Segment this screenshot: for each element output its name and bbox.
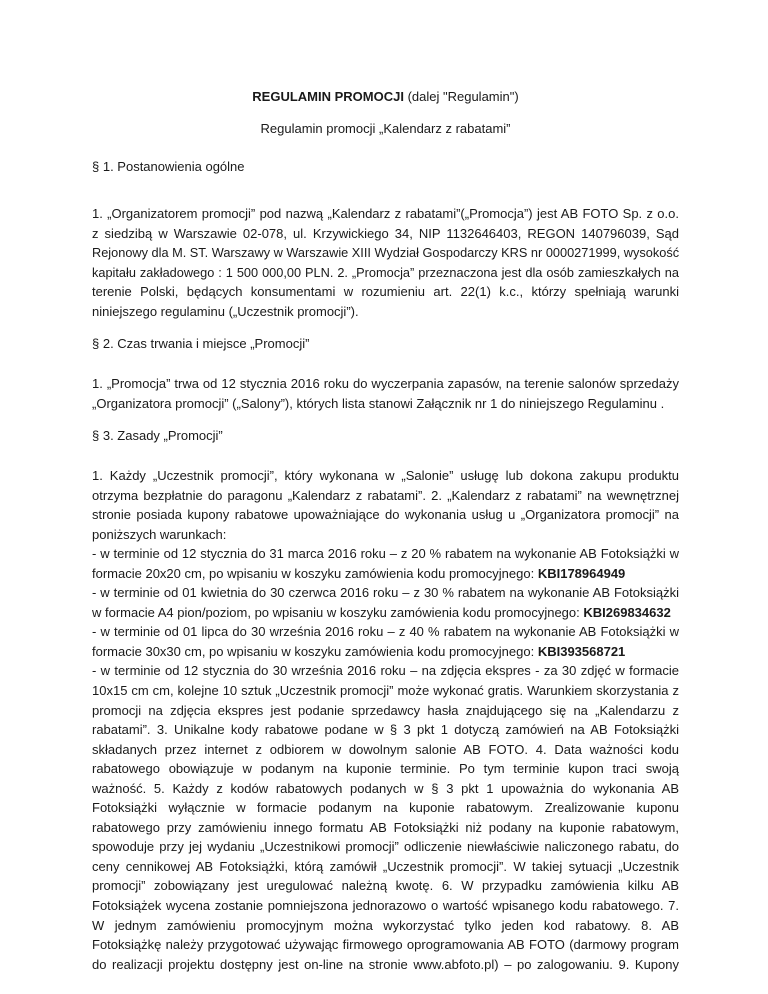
paragraph-line: stronie posiada kupony rabatowe upoważniające do wykonania usług u „Organizatora promocji” na xyxy=(92,507,679,523)
document-title xyxy=(92,87,679,107)
paragraph-line: 10x15 cm cm, kolejne 10 sztuk „Uczestnik promocji” może wykonać gratis. Warunkiem skorzystania z xyxy=(92,683,679,699)
promo-line xyxy=(92,642,679,662)
promo-text: w formacie A4 pion/poziom, po wpisaniu w koszyku zamówienia kodu promocyjnego: xyxy=(92,604,584,620)
paragraph-line: rabatami”. 3. Unikalne kody rabatowe podane w § 3 pkt 1 dotyczą zamówień na AB Fotoksiążki xyxy=(92,722,679,738)
promo-code: KBI393568721 xyxy=(537,643,626,659)
section-2-body xyxy=(92,374,679,413)
paragraph-line: do realizacji projektu dostępny jest on-line na stronie www.abfoto.pl) – po zalogowaniu. 9. Kupony xyxy=(92,956,679,972)
promo-code: KBI178964949 xyxy=(537,565,626,581)
paragraph-line: promocji” zobowiązany jest uregulować należną kwotę. 6. W przypadku zamówienia kilku AB xyxy=(92,878,679,894)
paragraph-line: z siedzibą w Warszawie 02-078, ul. Krzywickiego 34, NIP 1132646403, REGON 140796039, Sąd xyxy=(92,225,679,241)
section-3-heading: § 3. Zasady „Promocji” xyxy=(92,428,223,443)
promo-line xyxy=(92,564,679,584)
document-title-bold: REGULAMIN PROMOCJI xyxy=(252,89,404,104)
paragraph-line: rabatowego przy zamówieniu innego formatu AB Fotoksiążki niż podany na kuponie rabatowym, xyxy=(92,819,679,835)
paragraph-line: poniższych warunkach: xyxy=(92,526,227,542)
paragraph-line: rabatowego obowiązuje w podanym na kuponie terminie. Po tym terminie kupon traci swoją xyxy=(92,761,679,777)
paragraph-line: promocji na zdjęcia ekspres jest podanie sprzedawcy hasła znajdującego się na „Kalendarzu z xyxy=(92,702,679,718)
section-1-body xyxy=(92,204,679,321)
paragraph-line: - w terminie od 01 kwietnia do 30 czerwca 2016 roku – z 30 % rabatem na wykonanie AB Fotoksiążki xyxy=(92,585,679,601)
paragraph-line: Rejonowy dla M. ST. Warszawy w Warszawie XIII Wydział Gospodarczy KRS nr 0000271999, wysokość xyxy=(92,245,680,261)
paragraph-line: W jednym zamówieniu promocyjnym można wykorzystać tylko jeden kod rabatowy. 8. AB xyxy=(92,917,679,933)
paragraph-line: otrzyma bezpłatnie do paragonu „Kalendarz z rabatami”. 2. „Kalendarz z rabatami” na wewnętrznej xyxy=(92,487,679,503)
paragraph-line: niniejszego regulaminu („Uczestnik promocji”). xyxy=(92,303,359,319)
paragraph-line: 1. Każdy „Uczestnik promocji”, który wykonana w „Salonie” usługę lub dokona zakupu produktu xyxy=(92,468,679,483)
paragraph-line: składanych przez internet z odbiorem w dowolnym salonie AB FOTO. 4. Data ważności kodu xyxy=(92,741,679,757)
paragraph-line: 1. „Organizatorem promocji” pod nazwą „Kalendarz z rabatami”(„Promocja”) jest AB FOTO Sp. z o.o. xyxy=(92,206,679,221)
paragraph-line: terenie Polski, będących konsumentami w rozumieniu art. 22(1) k.c., którzy spełniają warunki xyxy=(92,284,679,300)
paragraph-line: Fotoksiążki wyłącznie w formacie podanym na kuponie rabatowym. Zrealizowanie kuponu xyxy=(92,800,679,816)
paragraph-line: - w terminie od 12 stycznia do 31 marca 2016 roku – z 20 % rabatem na wykonanie AB Fotoksiążki w xyxy=(92,546,679,562)
promo-text: formacie 20x20 cm, po wpisaniu w koszyku zamówienia kodu promocyjnego: xyxy=(92,565,538,581)
paragraph-line: spowoduje przy jej wydaniu „Uczestnikowi promocji” odliczenie niewłaściwie naliczonego rabatu, do xyxy=(92,839,679,855)
paragraph-line: 1. „Promocja” trwa od 12 stycznia 2016 roku do wyczerpania zapasów, na terenie salonów sprzedaży xyxy=(92,376,679,391)
paragraph-line: kapitału zakładowego : 1 500 000,00 PLN. 2. „Promocja” przeznaczona jest dla osób zamieszkałych na xyxy=(92,264,679,280)
paragraph-line: ceny cennikowej AB Fotoksiążki, którą zamówił „Uczestnik promocji”. W takiej sytuacji „Uczestnik xyxy=(92,858,679,874)
document-title-suffix: (dalej "Regulamin") xyxy=(403,89,519,104)
promo-code: KBI269834632 xyxy=(583,604,671,620)
section-1-heading: § 1. Postanowienia ogólne xyxy=(92,159,245,174)
paragraph-line: ważność. 5. Każdy z kodów rabatowych podanych w § 3 pkt 1 upoważnia do wykonania AB xyxy=(92,780,679,796)
paragraph-line: „Organizatora promocji” („Salony”), których lista stanowi Załącznik nr 1 do niniejszego Regulaminu . xyxy=(92,395,665,411)
section-3-body xyxy=(92,466,679,974)
promo-line xyxy=(92,603,679,623)
paragraph-line: - w terminie od 01 lipca do 30 września 2016 roku – z 40 % rabatem na wykonanie AB Fotoksiążki w xyxy=(92,624,679,640)
paragraph-line: - w terminie od 12 stycznia do 30 września 2016 roku – na zdjęcia ekspres - za 30 zdjęć w formacie xyxy=(92,663,679,679)
paragraph-line: Fotoksiążkę należy przygotować używając firmowego oprogramowania AB FOTO (darmowy program xyxy=(92,937,679,953)
document-subtitle: Regulamin promocji „Kalendarz z rabatami” xyxy=(260,121,511,136)
paragraph-line: Fotoksiążek wycena zostanie pomniejszona jednorazowo o wartość wpisanego kodu rabatowego. 7. xyxy=(92,898,679,914)
section-2-heading: § 2. Czas trwania i miejsce „Promocji” xyxy=(92,336,310,351)
promo-text: formacie 30x30 cm, po wpisaniu w koszyku zamówienia kodu promocyjnego: xyxy=(92,643,538,659)
